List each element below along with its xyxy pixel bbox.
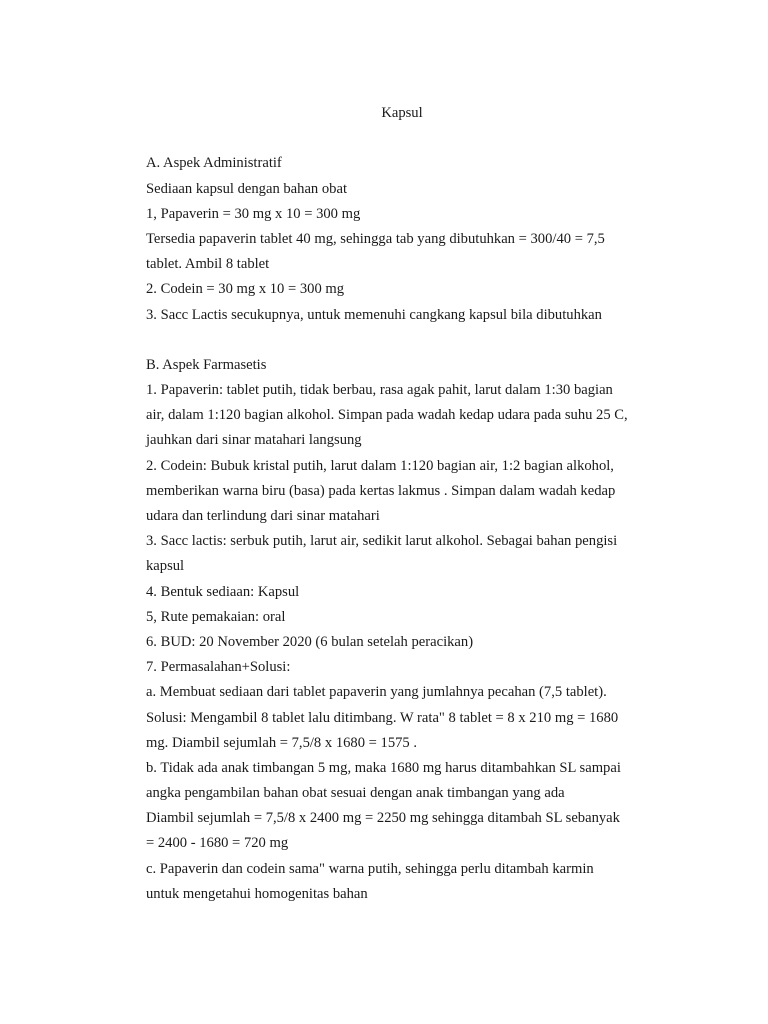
section-a-heading: A. Aspek Administratif (146, 155, 282, 172)
section-b-line: Diambil sejumlah = 7,5/8 x 2400 mg = 2250 mg sehingga ditambah SL sebanyak (146, 810, 620, 827)
blank-line (146, 126, 666, 151)
section-b-line: memberikan warna biru (basa) pada kertas lakmus . Simpan dalam wadah kedap (146, 482, 616, 499)
section-b-line: angka pengambilan bahan obat sesuai dengan anak timbangan yang ada (146, 785, 565, 802)
section-b-line: mg. Diambil sejumlah = 7,5/8 x 1680 = 1575 . (146, 734, 418, 751)
section-b-line: c. Papaverin dan codein sama" warna putih, sehingga perlu ditambah karmin (146, 860, 594, 877)
section-b-line: jauhkan dari sinar matahari langsung (146, 432, 362, 449)
section-b-line: Solusi: Mengambil 8 tablet lalu ditimbang. W rata" 8 tablet = 8 x 210 mg = 1680 (146, 709, 619, 726)
section-b-line: 3. Sacc lactis: serbuk putih, larut air, sedikit larut alkohol. Sebagai bahan pengisi (146, 533, 618, 550)
section-b-line: 5, Rute pemakaian: oral (146, 608, 286, 625)
section-a-line: 3. Sacc Lactis secukupnya, untuk memenuhi cangkang kapsul bila dibutuhkan (146, 306, 602, 323)
section-b-line: untuk mengetahui homogenitas bahan (146, 885, 368, 902)
section-b-heading: B. Aspek Farmasetis (146, 356, 267, 373)
section-a-line: 1, Papaverin = 30 mg x 10 = 300 mg (146, 205, 361, 222)
section-b-line: 1. Papaverin: tablet putih, tidak berbau, rasa agak pahit, larut dalam 1:30 bagian (146, 382, 613, 399)
document-title: Kapsul (381, 105, 423, 121)
section-b-line: kapsul (146, 558, 185, 575)
section-b-line: 2. Codein: Bubuk kristal putih, larut dalam 1:120 bagian air, 1:2 bagian alkohol, (146, 457, 614, 474)
section-a-line: Sediaan kapsul dengan bahan obat (146, 180, 348, 197)
section-b-line: air, dalam 1:120 bagian alkohol. Simpan pada wadah kedap udara pada suhu 25 C, (146, 407, 628, 424)
section-b-line: b. Tidak ada anak timbangan 5 mg, maka 1680 mg harus ditambahkan SL sampai (146, 759, 621, 776)
section-a-line: tablet. Ambil 8 tablet (146, 256, 270, 273)
section-b-line: = 2400 - 1680 = 720 mg (146, 835, 289, 852)
section-b-line: 7. Permasalahan+Solusi: (146, 659, 291, 676)
section-a-line: Tersedia papaverin tablet 40 mg, sehingga tab yang dibutuhkan = 300/40 = 7,5 (146, 230, 605, 247)
section-b-line: a. Membuat sediaan dari tablet papaverin yang jumlahnya pecahan (7,5 tablet). (146, 684, 607, 701)
blank-line (146, 328, 666, 353)
section-b-line: 6. BUD: 20 November 2020 (6 bulan setelah peracikan) (146, 633, 474, 650)
section-b-line: udara dan terlindung dari sinar matahari (146, 508, 380, 524)
section-b-line: 4. Bentuk sediaan: Kapsul (146, 583, 300, 600)
section-a-line: 2. Codein = 30 mg x 10 = 300 mg (146, 281, 345, 298)
document-body (146, 101, 666, 907)
